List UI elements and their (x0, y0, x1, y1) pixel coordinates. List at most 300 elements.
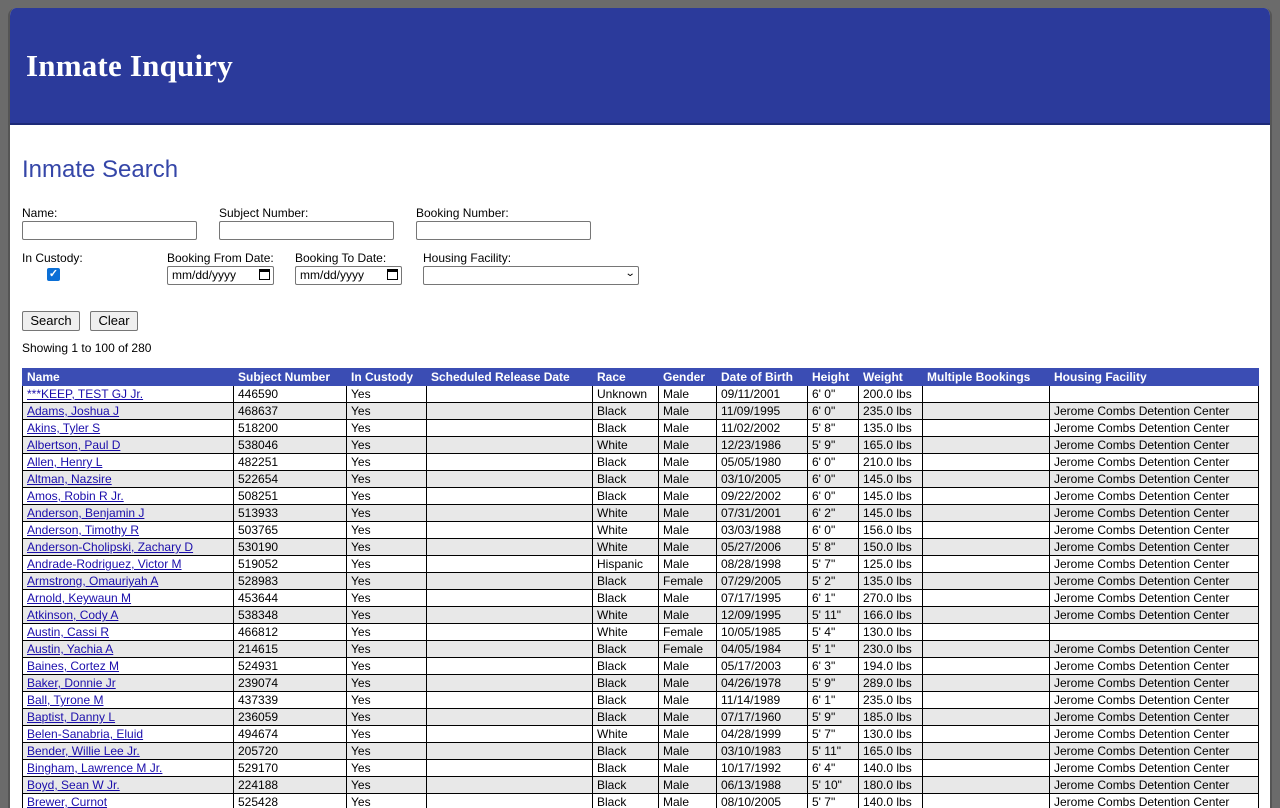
inmate-name-link[interactable]: Albertson, Paul D (27, 438, 120, 452)
column-header[interactable]: Multiple Bookings (923, 369, 1050, 386)
table-cell: 07/29/2005 (717, 573, 808, 590)
table-cell: 5' 4" (808, 624, 859, 641)
table-cell: 538046 (234, 437, 347, 454)
table-cell: Male (659, 607, 717, 624)
booking-from-date-input[interactable] (167, 266, 274, 285)
table-cell (427, 505, 593, 522)
results-table (22, 368, 1259, 808)
table-cell: 166.0 lbs (859, 607, 923, 624)
table-cell: 5' 8" (808, 539, 859, 556)
table-cell (427, 675, 593, 692)
search-heading: Inmate Search (22, 156, 178, 184)
table-cell (23, 726, 234, 743)
table-cell (427, 641, 593, 658)
table-row (23, 760, 1259, 777)
inmate-name-link[interactable]: Anderson, Benjamin J (27, 506, 144, 520)
table-cell: 224188 (234, 777, 347, 794)
table-cell: Male (659, 709, 717, 726)
table-cell (23, 760, 234, 777)
column-header[interactable]: Scheduled Release Date (427, 369, 593, 386)
inmate-name-link[interactable]: Armstrong, Omauriyah A (27, 574, 158, 588)
column-header[interactable]: In Custody (347, 369, 427, 386)
table-cell: 6' 3" (808, 658, 859, 675)
table-cell (427, 692, 593, 709)
inmate-name-link[interactable]: Ball, Tyrone M (27, 693, 103, 707)
table-cell: 08/28/1998 (717, 556, 808, 573)
booking-number-input[interactable] (416, 221, 591, 240)
browser-page (8, 8, 1272, 808)
table-cell: Female (659, 624, 717, 641)
table-cell: Jerome Combs Detention Center (1050, 471, 1259, 488)
table-row (23, 777, 1259, 794)
inmate-name-link[interactable]: Baker, Donnie Jr (27, 676, 116, 690)
table-cell (923, 522, 1050, 539)
table-cell: 6' 0" (808, 471, 859, 488)
search-button[interactable]: Search (22, 311, 80, 331)
table-cell: 530190 (234, 539, 347, 556)
table-row (23, 726, 1259, 743)
table-cell (923, 607, 1050, 624)
table-cell: 289.0 lbs (859, 675, 923, 692)
table-cell (23, 522, 234, 539)
table-row (23, 556, 1259, 573)
table-cell (923, 726, 1050, 743)
inmate-name-link[interactable]: Anderson-Cholipski, Zachary D (27, 540, 193, 554)
table-cell (923, 454, 1050, 471)
table-cell (427, 777, 593, 794)
column-header[interactable]: Height (808, 369, 859, 386)
booking-to-date-input[interactable] (295, 266, 402, 285)
table-cell: Jerome Combs Detention Center (1050, 726, 1259, 743)
inmate-name-link[interactable]: Anderson, Timothy R (27, 523, 139, 537)
calendar-icon[interactable] (387, 269, 398, 280)
table-cell: 145.0 lbs (859, 505, 923, 522)
inmate-name-link[interactable]: Baines, Cortez M (27, 659, 119, 673)
table-cell (923, 505, 1050, 522)
table-cell (23, 777, 234, 794)
table-cell: Yes (347, 386, 427, 403)
table-cell: 10/17/1992 (717, 760, 808, 777)
table-cell (923, 471, 1050, 488)
table-cell (23, 590, 234, 607)
table-cell: Black (593, 675, 659, 692)
table-cell (427, 607, 593, 624)
table-cell (923, 658, 1050, 675)
table-header-row (23, 369, 1259, 386)
table-cell: Black (593, 658, 659, 675)
table-cell: 214615 (234, 641, 347, 658)
table-cell: 528983 (234, 573, 347, 590)
inmate-name-link[interactable]: Atkinson, Cody A (27, 608, 118, 622)
table-cell (427, 471, 593, 488)
table-cell: White (593, 522, 659, 539)
booking-from-date-value: mm/dd/yyyy (172, 268, 236, 282)
table-cell: White (593, 539, 659, 556)
table-cell: Male (659, 454, 717, 471)
table-cell: Male (659, 794, 717, 808)
table-cell: Yes (347, 437, 427, 454)
table-cell: White (593, 607, 659, 624)
table-cell: Male (659, 675, 717, 692)
table-cell: 5' 9" (808, 675, 859, 692)
table-cell (923, 777, 1050, 794)
table-cell (23, 641, 234, 658)
table-cell: Jerome Combs Detention Center (1050, 743, 1259, 760)
table-cell: 6' 0" (808, 386, 859, 403)
table-cell: Black (593, 743, 659, 760)
table-cell: Yes (347, 675, 427, 692)
inmate-name-link[interactable]: Baptist, Danny L (27, 710, 115, 724)
table-cell (23, 505, 234, 522)
table-row (23, 624, 1259, 641)
subject-number-label: Subject Number: (219, 206, 308, 220)
table-row (23, 573, 1259, 590)
table-row (23, 794, 1259, 808)
table-cell (23, 437, 234, 454)
table-cell: 12/09/1995 (717, 607, 808, 624)
table-cell (427, 522, 593, 539)
table-cell (923, 794, 1050, 808)
table-cell: 05/05/1980 (717, 454, 808, 471)
table-cell: 6' 0" (808, 454, 859, 471)
table-cell: Jerome Combs Detention Center (1050, 760, 1259, 777)
column-header[interactable]: Race (593, 369, 659, 386)
table-cell: 130.0 lbs (859, 624, 923, 641)
table-cell: Black (593, 454, 659, 471)
table-cell (23, 607, 234, 624)
table-cell: 5' 10" (808, 777, 859, 794)
table-cell: Black (593, 692, 659, 709)
table-cell: 538348 (234, 607, 347, 624)
table-cell: Male (659, 420, 717, 437)
table-cell (427, 573, 593, 590)
table-cell (23, 709, 234, 726)
inmate-name-link[interactable]: Austin, Cassi R (27, 625, 109, 639)
table-cell (923, 590, 1050, 607)
table-cell: 140.0 lbs (859, 760, 923, 777)
table-cell (23, 386, 234, 403)
table-cell: Yes (347, 556, 427, 573)
table-cell: Jerome Combs Detention Center (1050, 777, 1259, 794)
table-cell: White (593, 437, 659, 454)
table-cell: Male (659, 539, 717, 556)
table-cell: 235.0 lbs (859, 692, 923, 709)
table-cell: Black (593, 471, 659, 488)
inmate-name-link[interactable]: Belen-Sanabria, Eluid (27, 727, 143, 741)
inmate-name-link[interactable]: Brewer, Curnot (27, 795, 107, 808)
table-cell: 466812 (234, 624, 347, 641)
calendar-icon[interactable] (259, 269, 270, 280)
table-cell: 525428 (234, 794, 347, 808)
table-cell (923, 675, 1050, 692)
table-cell: 5' 7" (808, 794, 859, 808)
table-row (23, 488, 1259, 505)
table-row (23, 743, 1259, 760)
table-cell: Jerome Combs Detention Center (1050, 539, 1259, 556)
table-cell: 135.0 lbs (859, 573, 923, 590)
table-cell: Yes (347, 624, 427, 641)
table-row (23, 386, 1259, 403)
booking-to-date-label: Booking To Date: (295, 251, 386, 265)
table-cell: Yes (347, 505, 427, 522)
table-cell: Jerome Combs Detention Center (1050, 488, 1259, 505)
table-cell: 11/02/2002 (717, 420, 808, 437)
table-cell: Male (659, 692, 717, 709)
column-header[interactable]: Name (23, 369, 234, 386)
table-row (23, 539, 1259, 556)
table-row (23, 658, 1259, 675)
table-cell: 200.0 lbs (859, 386, 923, 403)
table-cell: 09/22/2002 (717, 488, 808, 505)
table-cell (427, 386, 593, 403)
table-cell: Yes (347, 607, 427, 624)
table-cell: 6' 2" (808, 505, 859, 522)
table-row (23, 420, 1259, 437)
table-row (23, 522, 1259, 539)
table-cell (427, 709, 593, 726)
inmate-name-link[interactable]: Altman, Nazsire (27, 472, 112, 486)
table-cell (23, 488, 234, 505)
table-cell: 130.0 lbs (859, 726, 923, 743)
table-cell (23, 454, 234, 471)
table-cell (923, 573, 1050, 590)
table-cell: Yes (347, 777, 427, 794)
inmate-name-link[interactable]: ***KEEP, TEST GJ Jr. (27, 387, 143, 401)
table-cell: 11/14/1989 (717, 692, 808, 709)
table-cell: 270.0 lbs (859, 590, 923, 607)
checkmark-icon: ✓ (49, 268, 58, 280)
table-cell: 125.0 lbs (859, 556, 923, 573)
table-cell: Male (659, 471, 717, 488)
inmate-name-link[interactable]: Bingham, Lawrence M Jr. (27, 761, 162, 775)
table-cell (23, 420, 234, 437)
table-cell: Yes (347, 403, 427, 420)
table-cell: 08/10/2005 (717, 794, 808, 808)
table-cell: 05/17/2003 (717, 658, 808, 675)
table-cell: Yes (347, 420, 427, 437)
inmate-name-link[interactable]: Allen, Henry L (27, 455, 102, 469)
table-cell: 6' 4" (808, 760, 859, 777)
inmate-name-link[interactable]: Andrade-Rodriguez, Victor M (27, 557, 182, 571)
table-cell (23, 556, 234, 573)
table-cell: Jerome Combs Detention Center (1050, 454, 1259, 471)
table-row (23, 692, 1259, 709)
table-cell: Black (593, 709, 659, 726)
table-cell (923, 556, 1050, 573)
table-cell (923, 760, 1050, 777)
column-header[interactable]: Housing Facility (1050, 369, 1259, 386)
table-cell: Jerome Combs Detention Center (1050, 658, 1259, 675)
table-cell (427, 794, 593, 808)
column-header[interactable]: Gender (659, 369, 717, 386)
table-cell: 03/10/1983 (717, 743, 808, 760)
table-cell: 03/10/2005 (717, 471, 808, 488)
table-cell (427, 437, 593, 454)
table-cell (23, 471, 234, 488)
table-cell: Jerome Combs Detention Center (1050, 403, 1259, 420)
table-cell: 494674 (234, 726, 347, 743)
table-cell: 529170 (234, 760, 347, 777)
table-cell (923, 624, 1050, 641)
table-cell (923, 403, 1050, 420)
table-cell (427, 454, 593, 471)
table-cell: 437339 (234, 692, 347, 709)
booking-number-label: Booking Number: (416, 206, 509, 220)
in-custody-checkbox[interactable] (47, 268, 60, 281)
column-header[interactable]: Weight (859, 369, 923, 386)
table-row (23, 505, 1259, 522)
table-cell: 165.0 lbs (859, 437, 923, 454)
table-cell: Yes (347, 692, 427, 709)
table-cell: Jerome Combs Detention Center (1050, 505, 1259, 522)
table-cell: Jerome Combs Detention Center (1050, 420, 1259, 437)
clear-button[interactable]: Clear (90, 311, 138, 331)
inmate-name-link[interactable]: Austin, Yachia A (27, 642, 113, 656)
table-row (23, 709, 1259, 726)
table-cell: 04/28/1999 (717, 726, 808, 743)
table-cell: Jerome Combs Detention Center (1050, 709, 1259, 726)
table-cell: Yes (347, 454, 427, 471)
table-cell: 12/23/1986 (717, 437, 808, 454)
table-cell: 11/09/1995 (717, 403, 808, 420)
table-cell: 5' 1" (808, 641, 859, 658)
table-row (23, 675, 1259, 692)
table-cell: 07/17/1995 (717, 590, 808, 607)
table-cell: 194.0 lbs (859, 658, 923, 675)
table-cell: 468637 (234, 403, 347, 420)
table-cell: Female (659, 641, 717, 658)
table-cell: 503765 (234, 522, 347, 539)
table-cell: 508251 (234, 488, 347, 505)
table-cell: 5' 7" (808, 726, 859, 743)
table-cell: Black (593, 641, 659, 658)
table-cell: Yes (347, 743, 427, 760)
table-cell: Black (593, 794, 659, 808)
table-cell: 145.0 lbs (859, 488, 923, 505)
table-row (23, 471, 1259, 488)
table-cell: Hispanic (593, 556, 659, 573)
table-cell: 522654 (234, 471, 347, 488)
table-cell: Jerome Combs Detention Center (1050, 675, 1259, 692)
table-cell: 524931 (234, 658, 347, 675)
table-cell: Yes (347, 471, 427, 488)
table-cell (923, 641, 1050, 658)
column-header[interactable]: Date of Birth (717, 369, 808, 386)
table-cell (923, 692, 1050, 709)
table-cell: Male (659, 437, 717, 454)
table-cell: 185.0 lbs (859, 709, 923, 726)
table-cell: 06/13/1988 (717, 777, 808, 794)
table-cell: 07/31/2001 (717, 505, 808, 522)
column-header[interactable]: Subject Number (234, 369, 347, 386)
table-cell: Yes (347, 658, 427, 675)
table-cell: Yes (347, 539, 427, 556)
table-cell (23, 675, 234, 692)
table-cell (923, 488, 1050, 505)
table-cell: Yes (347, 760, 427, 777)
table-cell: Male (659, 488, 717, 505)
table-cell: Yes (347, 641, 427, 658)
table-cell (923, 743, 1050, 760)
page-header (10, 8, 1270, 125)
name-input[interactable] (22, 221, 197, 240)
table-cell: Yes (347, 522, 427, 539)
table-cell: Jerome Combs Detention Center (1050, 522, 1259, 539)
table-cell: 5' 9" (808, 709, 859, 726)
inmate-name-link[interactable]: Amos, Robin R Jr. (27, 489, 124, 503)
table-cell: 135.0 lbs (859, 420, 923, 437)
table-cell: Male (659, 743, 717, 760)
page-title: Inmate Inquiry (26, 48, 233, 84)
table-cell: 230.0 lbs (859, 641, 923, 658)
table-cell: 145.0 lbs (859, 471, 923, 488)
table-cell: Unknown (593, 386, 659, 403)
table-cell: 6' 1" (808, 692, 859, 709)
table-cell: Yes (347, 573, 427, 590)
table-cell: 5' 2" (808, 573, 859, 590)
table-cell: 150.0 lbs (859, 539, 923, 556)
table-cell: Jerome Combs Detention Center (1050, 607, 1259, 624)
inmate-name-link[interactable]: Boyd, Sean W Jr. (27, 778, 120, 792)
table-cell (923, 386, 1050, 403)
table-cell: 519052 (234, 556, 347, 573)
table-cell (23, 539, 234, 556)
inmate-name-link[interactable]: Adams, Joshua J (27, 404, 119, 418)
table-cell (23, 624, 234, 641)
results-count: Showing 1 to 100 of 280 (22, 341, 151, 355)
table-cell (427, 556, 593, 573)
name-label: Name: (22, 206, 57, 220)
table-cell: Yes (347, 794, 427, 808)
table-cell: 5' 11" (808, 743, 859, 760)
housing-facility-select[interactable] (423, 266, 639, 285)
table-cell: 09/11/2001 (717, 386, 808, 403)
table-cell (427, 488, 593, 505)
table-cell: 07/17/1960 (717, 709, 808, 726)
table-cell: 6' 0" (808, 522, 859, 539)
table-cell: Yes (347, 590, 427, 607)
table-cell: 5' 9" (808, 437, 859, 454)
table-cell: Female (659, 573, 717, 590)
table-cell (427, 539, 593, 556)
table-cell: 453644 (234, 590, 347, 607)
table-cell (1050, 386, 1259, 403)
table-cell (23, 658, 234, 675)
table-cell: 6' 0" (808, 403, 859, 420)
table-row (23, 641, 1259, 658)
table-cell (427, 743, 593, 760)
subject-number-input[interactable] (219, 221, 394, 240)
table-cell: 6' 0" (808, 488, 859, 505)
table-cell: Black (593, 777, 659, 794)
table-cell: 03/03/1988 (717, 522, 808, 539)
table-cell: White (593, 726, 659, 743)
table-cell: Jerome Combs Detention Center (1050, 573, 1259, 590)
table-cell: 482251 (234, 454, 347, 471)
inmate-name-link[interactable]: Bender, Willie Lee Jr. (27, 744, 140, 758)
table-cell: Jerome Combs Detention Center (1050, 641, 1259, 658)
table-cell: 5' 7" (808, 556, 859, 573)
table-cell (427, 726, 593, 743)
inmate-name-link[interactable]: Arnold, Keywaun M (27, 591, 131, 605)
table-cell: 5' 11" (808, 607, 859, 624)
table-cell: 518200 (234, 420, 347, 437)
inmate-name-link[interactable]: Akins, Tyler S (27, 421, 100, 435)
table-cell: Male (659, 556, 717, 573)
table-row (23, 454, 1259, 471)
table-cell (923, 709, 1050, 726)
table-cell: Jerome Combs Detention Center (1050, 794, 1259, 808)
